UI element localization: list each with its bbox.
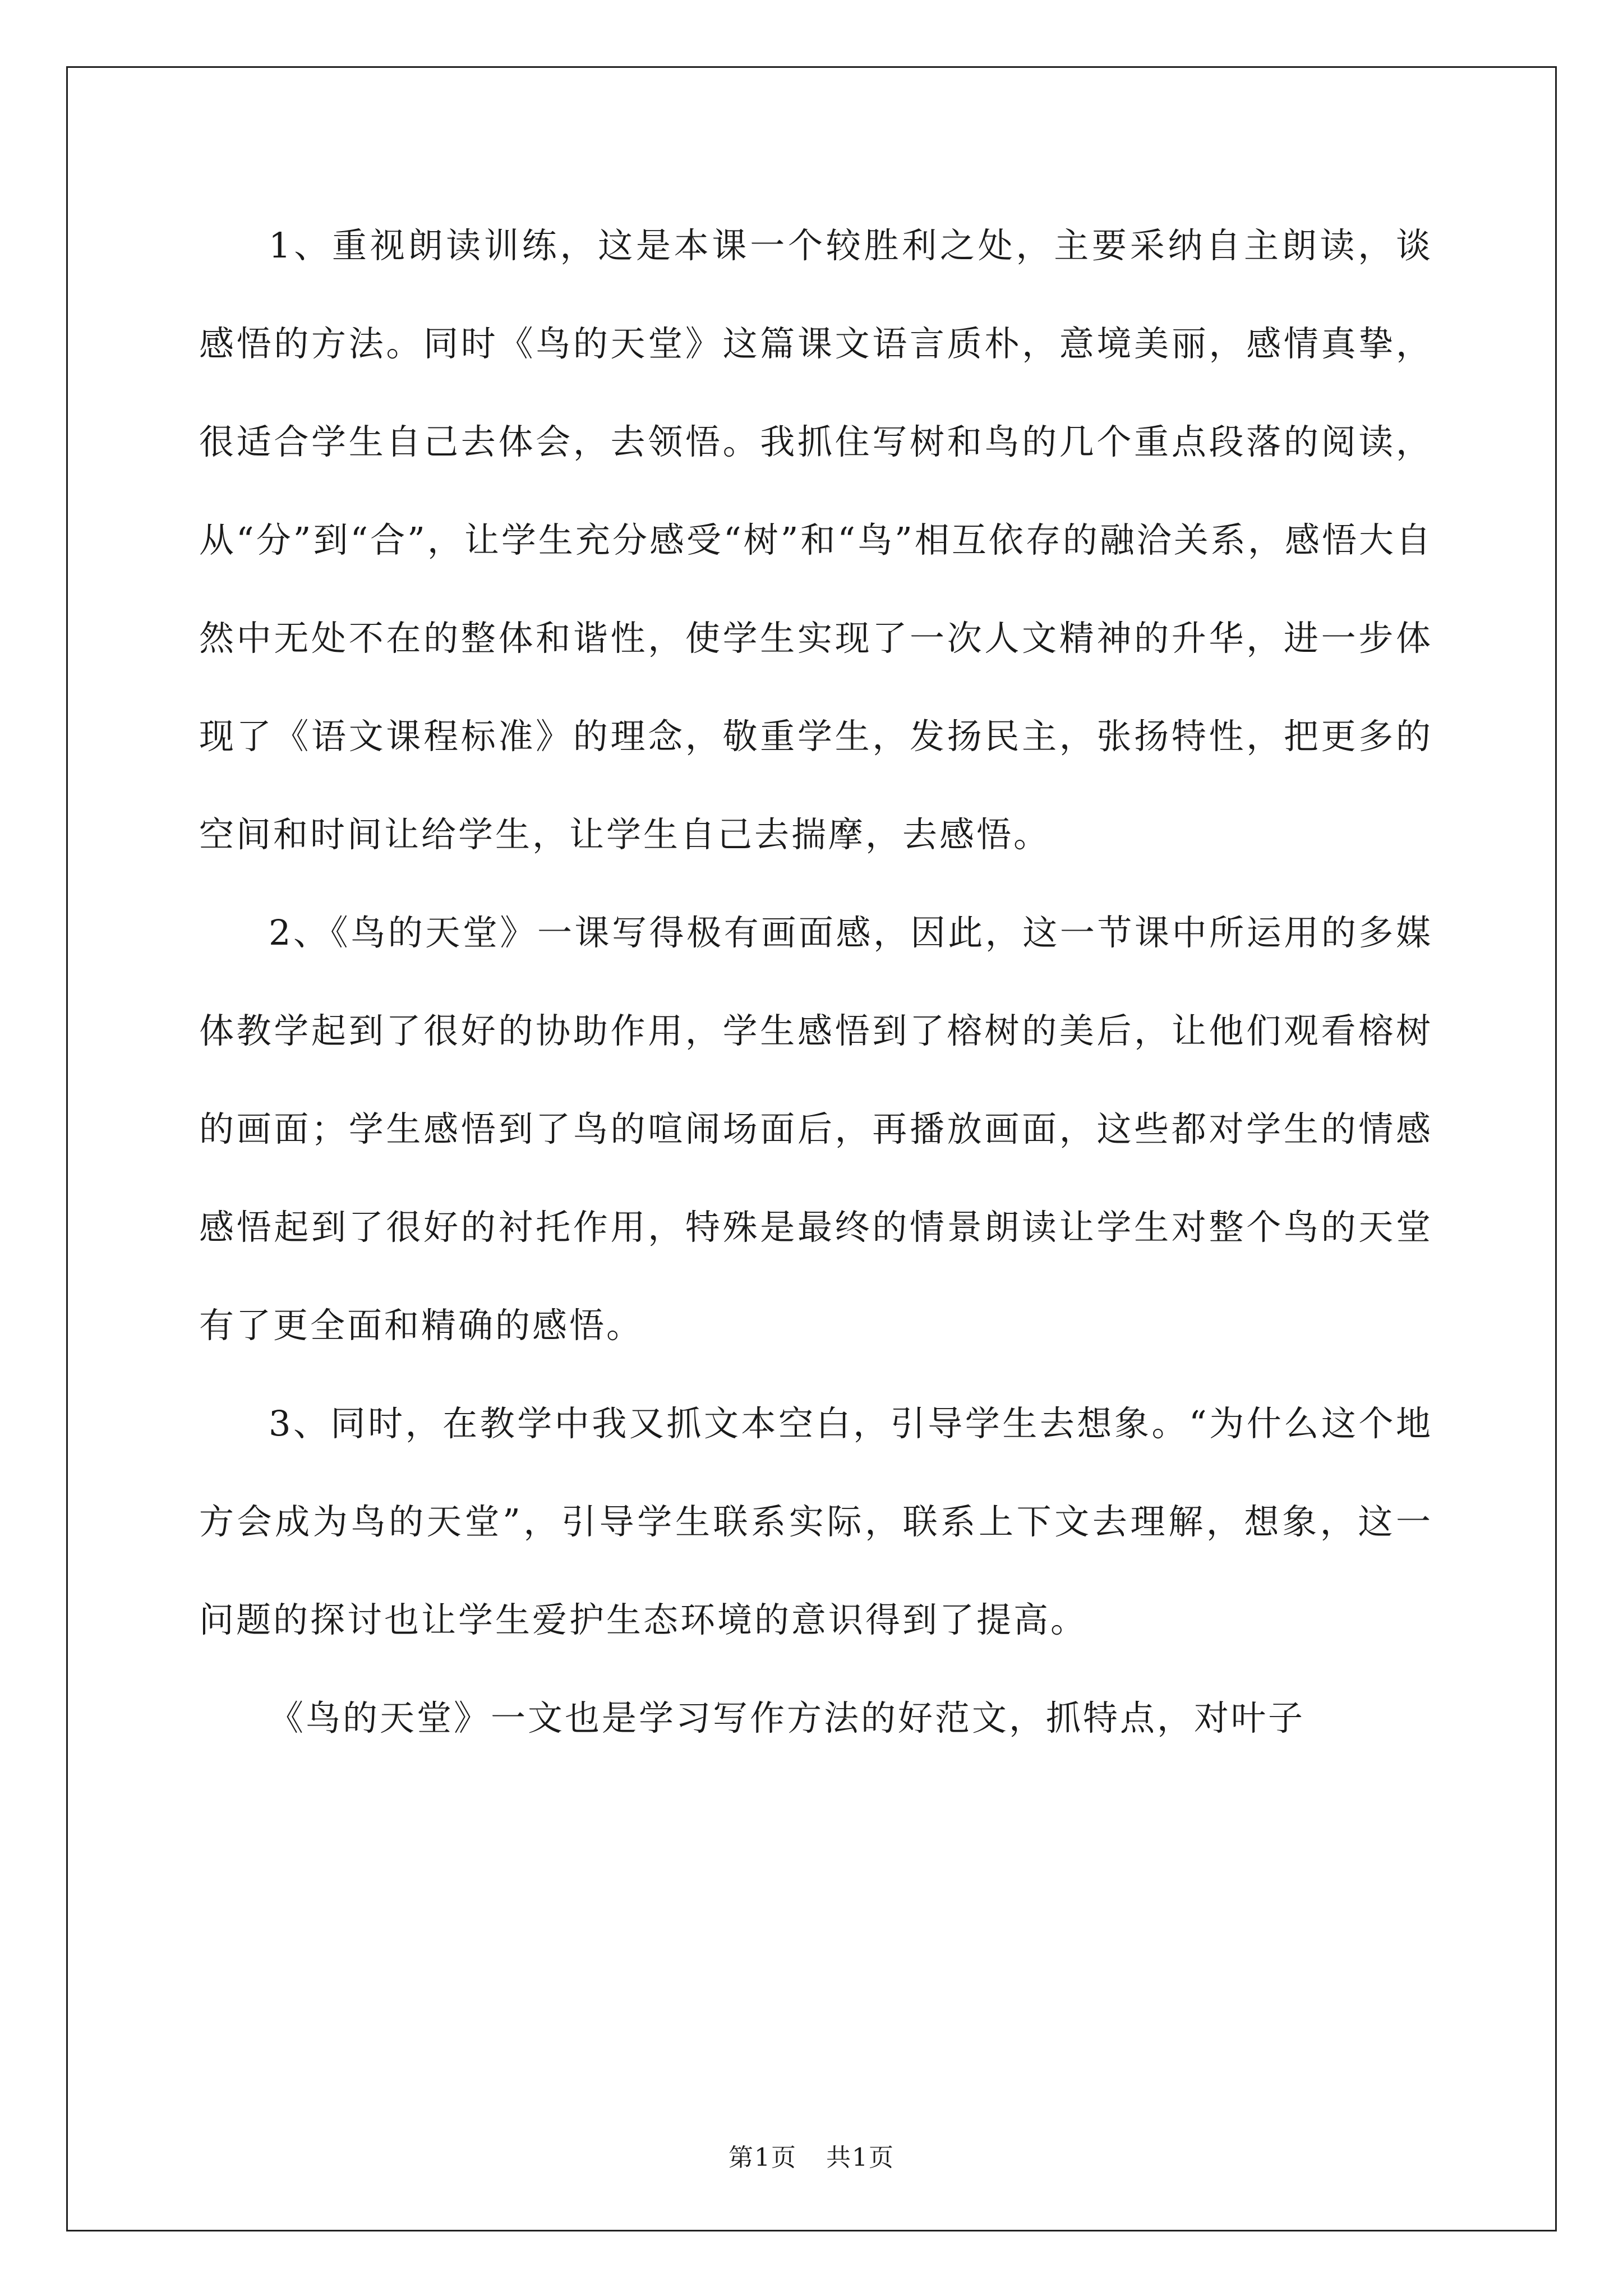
paragraph-2: 2、《鸟的天堂》一课写得极有画面感，因此，这一节课中所运用的多媒体教学起到了很好的协助作用，学生感悟到了榕树的美后，让他们观看榕树的画面；学生感悟到了鸟的喧闹场面后，再播放画面，这些都对学生的情感感悟起到了很好的衬托作用，特殊是最终的情景朗读让学生对整个鸟的天堂有了更全面和精确的感悟。 (199, 912, 1433, 1346)
page-footer (0, 2137, 1623, 2173)
paragraph-3: 3、同时，在教学中我又抓文本空白，引导学生去想象。“为什么这个地方会成为鸟的天堂”，引导学生联系实际，联系上下文去理解，想象，这一问题的探讨也让学生爱护生态环境的意识得到了提高。 (199, 1403, 1433, 1640)
paragraph-1: 1、重视朗读训练，这是本课一个较胜利之处，主要采纳自主朗读，谈感悟的方法。同时《鸟的天堂》这篇课文语言质朴，意境美丽，感情真挚，很适合学生自己去体会，去领悟。我抓住写树和鸟的几个重点段落的阅读，从“分”到“合”，让学生充分感受“树”和“鸟”相互依存的融洽关系，感悟大自然中无处不在的整体和谐性，使学生实现了一次人文精神的升华，进一步体现了《语文课程标准》的理念，敬重学生，发扬民主，张扬特性，把更多的空间和时间让给学生，让学生自己去揣摩，去感悟。 (199, 225, 1433, 855)
document-body (199, 196, 1433, 1767)
page-number-current: 第1页 (728, 2143, 797, 2172)
paragraph-4: 《鸟的天堂》一文也是学习写作方法的好范文，抓特点，对叶子 (269, 1697, 1306, 1738)
page-number-total: 共1页 (826, 2143, 895, 2172)
